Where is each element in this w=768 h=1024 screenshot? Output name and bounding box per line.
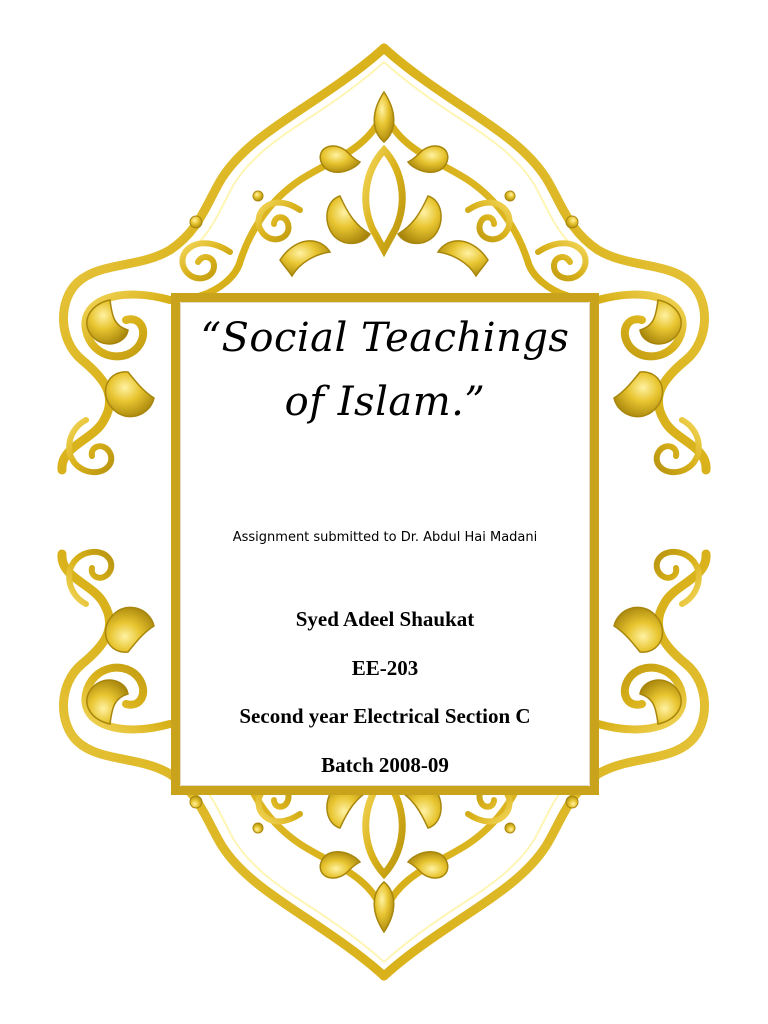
cover-content-box: [181, 303, 589, 785]
class-section: Second year Electrical Section C: [239, 704, 531, 728]
batch-year: Batch 2008-09: [321, 753, 449, 777]
roll-number: EE-203: [351, 656, 419, 680]
document-title-line-1: “Social Teachings: [200, 315, 570, 361]
assignment-submission-note: Assignment submitted to Dr. Abdul Hai Madani: [232, 530, 538, 545]
author-name: Syed Adeel Shaukat: [295, 607, 475, 631]
document-title-line-2: of Islam.”: [284, 379, 486, 425]
